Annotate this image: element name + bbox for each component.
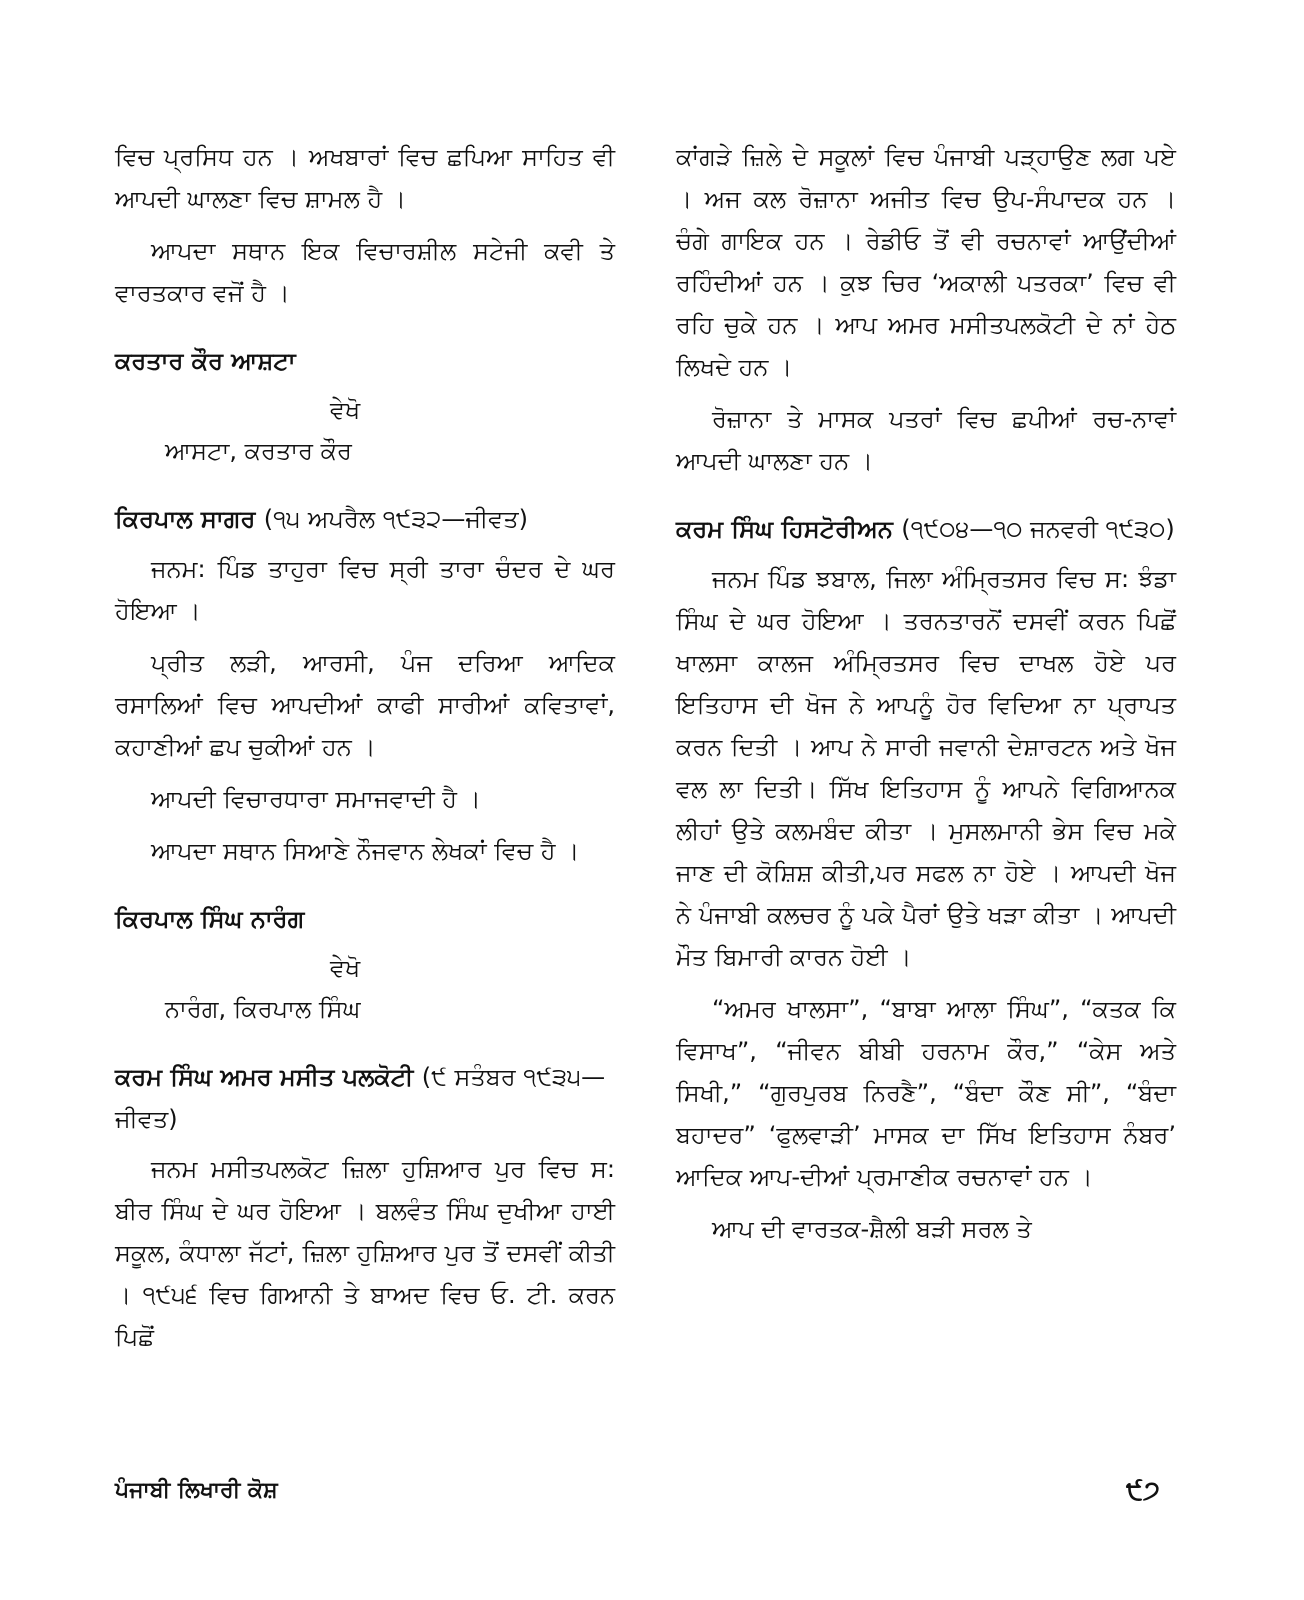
paragraph: ਆਪਦਾ ਸਥਾਨ ਸਿਆਣੇ ਨੌਜਵਾਨ ਲੇਖਕਾਂ ਵਿਚ ਹੈ । — [151, 837, 580, 865]
entry-name: ਕਰਮ ਸਿੰਘ ਅਮਰ ਮਸੀਤ ਪਲਕੋਟੀ — [115, 1063, 414, 1091]
page-number: ੯੭ — [1126, 1476, 1160, 1506]
paragraph: ਰੋਜ਼ਾਨਾ ਤੇ ਮਾਸਕ ਪਤਰਾਂ ਵਿਚ ਛਪੀਆਂ ਰਚ-ਨਾਵਾਂ ਆਪਦੀ ਘਾਲਣਾ ਹਨ । — [676, 405, 1176, 475]
right-column — [676, 136, 1176, 1260]
see-label: ਵੇਖੋ — [330, 396, 361, 424]
paragraph: ਵਿਚ ਪ੍ਰਸਿਧ ਹਨ । ਅਖਬਾਰਾਂ ਵਿਚ ਛਪਿਆ ਸਾਹਿਤ ਵੀ ਆਪਦੀ ਘਾਲਣਾ ਵਿਚ ਸ਼ਾਮਲ ਹੈ । — [115, 143, 615, 213]
entry-dates: (੧੫ ਅਪਰੈਲ ੧੯੩੨—ਜੀਵਤ) — [263, 505, 528, 533]
paragraph: ਜਨਮ ਪਿੰਡ ਝਬਾਲ, ਜਿਲਾ ਅੰਮ੍ਰਿਤਸਰ ਵਿਚ ਸ: ਝੰਡਾ ਸਿੰਘ ਦੇ ਘਰ ਹੋਇਆ । ਤਰਨਤਾਰਨੋਂ ਦਸਵੀਂ ਕਰਨ ਪਿਛੋਂ ਖਾਲਸਾ ਕਾਲਜ ਅੰਮ੍ਰਿਤਸਰ ਵਿਚ ਦਾਖਲ ਹੋਏ ਪਰ ਇਤਿਹਾਸ ਦੀ ਖੋਜ ਨੇ ਆਪਨੂੰ ਹੋਰ ਵਿਦਿਆ ਨਾ ਪ੍ਰਾਪਤ ਕਰਨ ਦਿਤੀ । ਆਪ ਨੇ ਸਾਰੀ ਜਵਾਨੀ ਦੇਸ਼ਾਰਟਨ ਅਤੇ ਖੋਜ ਵਲ ਲਾ ਦਿਤੀ। ਸਿੱਖ ਇਤਿਹਾਸ ਨੂੰ ਆਪਨੇ ਵਿਗਿਆਨਕ ਲੀਹਾਂ ਉਤੇ ਕਲਮਬੰਦ ਕੀਤਾ । ਮੁਸਲਮਾਨੀ ਭੇਸ ਵਿਚ ਮਕੇ ਜਾਣ ਦੀ ਕੋਸ਼ਿਸ਼ ਕੀਤੀ,ਪਰ ਸਫਲ ਨਾ ਹੋਏ । ਆਪਦੀ ਖੋਜ ਨੇ ਪੰਜਾਬੀ ਕਲਚਰ ਨੂੰ ਪਕੇ ਪੈਰਾਂ ਉਤੇ ਖੜਾ ਕੀਤਾ । ਆਪਦੀ ਮੌਤ ਬਿਮਾਰੀ ਕਾਰਨ ਹੋਈ । — [676, 565, 1176, 971]
paragraph: ਆਪ ਦੀ ਵਾਰਤਕ-ਸ਼ੈਲੀ ਬੜੀ ਸਰਲ ਤੇ — [712, 1215, 1032, 1243]
entry-heading — [115, 1056, 615, 1140]
paragraph: ਆਪਦਾ ਸਥਾਨ ਇਕ ਵਿਚਾਰਸ਼ੀਲ ਸਟੇਜੀ ਕਵੀ ਤੇ ਵਾਰਤਕਾਰ ਵਜੋਂ ਹੈ । — [115, 237, 615, 307]
paragraph: ਪ੍ਰੀਤ ਲੜੀ, ਆਰਸੀ, ਪੰਜ ਦਰਿਆ ਆਦਿਕ ਰਸਾਲਿਆਂ ਵਿਚ ਆਪਦੀਆਂ ਕਾਫੀ ਸਾਰੀਆਂ ਕਵਿਤਾਵਾਂ, ਕਹਾਣੀਆਂ ਛਪ ਚੁਕੀਆਂ ਹਨ । — [115, 649, 615, 761]
entry-heading — [115, 898, 615, 940]
entry-name: ਕਿਰਪਾਲ ਸਾਗਰ — [115, 505, 256, 533]
entry-heading — [115, 498, 615, 540]
see-target: ਆਸਟਾ, ਕਰਤਾਰ ਕੌਰ — [165, 437, 352, 465]
entry-name: ਕਰਤਾਰ ਕੌਰ ਆਸ਼ਟਾ — [115, 347, 296, 375]
paragraph: ਜਨਮ ਮਸੀਤਪਲਕੋਟ ਜ਼ਿਲਾ ਹੁਸ਼ਿਆਰ ਪੁਰ ਵਿਚ ਸ: ਬੀਰ ਸਿੰਘ ਦੇ ਘਰ ਹੋਇਆ । ਬਲਵੰਤ ਸਿੰਘ ਦੁਖੀਆ ਹਾਈ ਸਕੂਲ, ਕੰਧਾਲਾ ਜੱਟਾਂ, ਜ਼ਿਲਾ ਹੁਸ਼ਿਆਰ ਪੁਰ ਤੋਂ ਦਸਵੀਂ ਕੀਤੀ । ੧੯੫੬ ਵਿਚ ਗਿਆਨੀ ਤੇ ਬਾਅਦ ਵਿਚ ਓ. ਟੀ. ਕਰਨ ਪਿਛੋਂ — [115, 1155, 615, 1351]
entry-name: ਕਿਰਪਾਲ ਸਿੰਘ ਨਾਰੰਗ — [115, 905, 305, 933]
see-target: ਨਾਰੰਗ, ਕਿਰਪਾਲ ਸਿੰਘ — [165, 995, 361, 1023]
entry-name: ਕਰਮ ਸਿੰਘ ਹਿਸਟੋਰੀਅਨ — [676, 515, 893, 543]
see-label: ਵੇਖੋ — [330, 954, 361, 982]
paragraph: ਆਪਦੀ ਵਿਚਾਰਧਾਰਾ ਸਮਾਜਵਾਦੀ ਹੈ । — [151, 785, 481, 813]
running-footer-title: ਪੰਜਾਬੀ ਲਿਖਾਰੀ ਕੋਸ਼ — [115, 1478, 278, 1503]
entry-heading — [676, 508, 1176, 550]
paragraph: ਜਨਮ: ਪਿੰਡ ਤਾਹੁਰਾ ਵਿਚ ਸ੍ਰੀ ਤਾਰਾ ਚੰਦਰ ਦੇ ਘਰ ਹੋਇਆ । — [115, 555, 615, 625]
paragraph: “ਅਮਰ ਖਾਲਸਾ”, “ਬਾਬਾ ਆਲਾ ਸਿੰਘ”, “ਕਤਕ ਕਿ ਵਿਸਾਖ”, “ਜੀਵਨ ਬੀਬੀ ਹਰਨਾਮ ਕੌਰ,” “ਕੇਸ ਅਤੇ ਸਿਖੀ,” “ਗੁਰਪੁਰਬ ਨਿਰਣੈ”, “ਬੰਦਾ ਕੌਣ ਸੀ”, “ਬੰਦਾ ਬਹਾਦਰ” ‘ਫੁਲਵਾੜੀ’ ਮਾਸਕ ਦਾ ਸਿੱਖ ਇਤਿਹਾਸ ਨੰਬਰ’ ਆਦਿਕ ਆਪ-ਦੀਆਂ ਪ੍ਰਮਾਣੀਕ ਰਚਨਾਵਾਂ ਹਨ । — [676, 995, 1176, 1191]
entry-dates: (੯ ਸਤੰਬਰ ੧੯੩੫—ਜੀਵਤ) — [115, 1063, 606, 1133]
entry-dates: (੧੯੦੪—੧੦ ਜਨਵਰੀ ੧੯੩੦) — [901, 515, 1175, 543]
paragraph: ਕਾਂਗੜੇ ਜ਼ਿਲੇ ਦੇ ਸਕੂਲਾਂ ਵਿਚ ਪੰਜਾਬੀ ਪੜ੍ਹਾਉਣ ਲਗ ਪਏ । ਅਜ ਕਲ ਰੋਜ਼ਾਨਾ ਅਜੀਤ ਵਿਚ ਉਪ-ਸੰਪਾਦਕ ਹਨ । ਚੰਗੇ ਗਾਇਕ ਹਨ । ਰੇਡੀਓ ਤੋਂ ਵੀ ਰਚਨਾਵਾਂ ਆਉਂਦੀਆਂ ਰਹਿੰਦੀਆਂ ਹਨ । ਕੁਝ ਚਿਰ ‘ਅਕਾਲੀ ਪਤਰਕਾ’ ਵਿਚ ਵੀ ਰਹਿ ਚੁਕੇ ਹਨ । ਆਪ ਅਮਰ ਮਸੀਤਪਲਕੋਟੀ ਦੇ ਨਾਂ ਹੇਠ ਲਿਖਦੇ ਹਨ । — [676, 143, 1176, 381]
left-column — [115, 136, 615, 1368]
entry-heading — [115, 340, 615, 382]
